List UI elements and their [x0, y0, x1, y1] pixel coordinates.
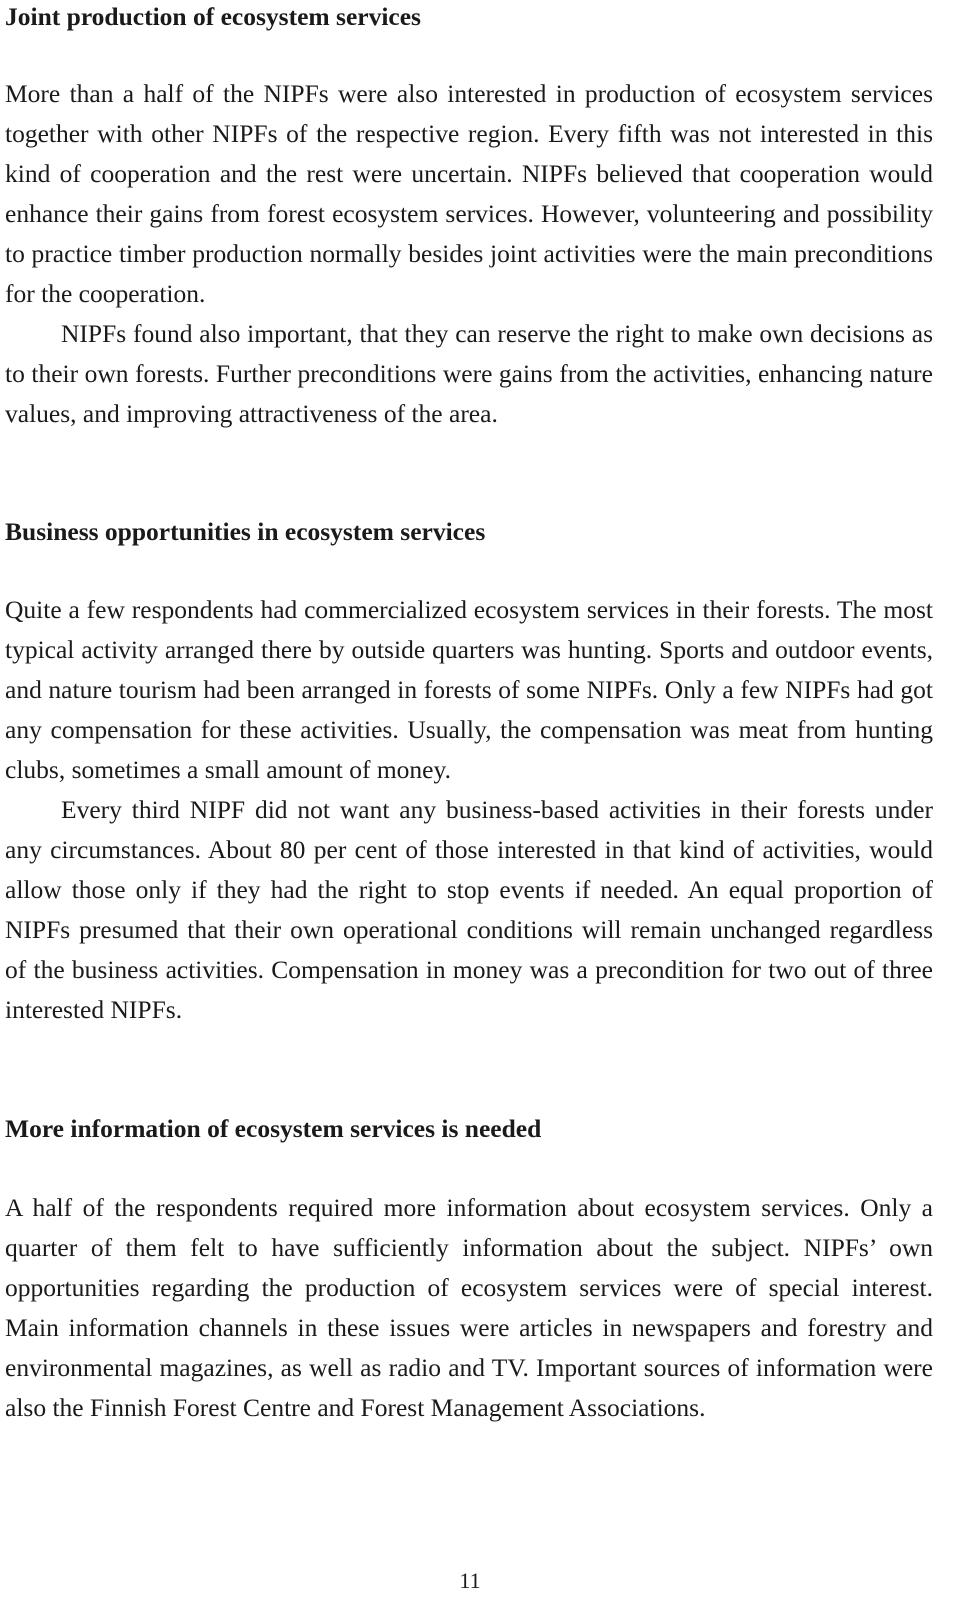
section-body-joint-production [5, 74, 933, 434]
section-heading-business-opportunities: Business opportunities in ecosystem services [5, 517, 486, 546]
section-heading-joint-production: Joint production of ecosystem services [5, 2, 421, 31]
paragraph: Quite a few respondents had commercialized ecosystem services in their forests. The most typical activity arranged there by outside quarters was hunting. Sports and outdoor events, and nature tourism had been arranged in forests of some NIPFs. Only a few NIPFs had got any compensation for these activities. Usually, the compensation was meat from hunting clubs, sometimes a small amount of money. [5, 595, 933, 784]
paragraph: More than a half of the NIPFs were also interested in production of ecosystem services together with other NIPFs of the respective region. Every fifth was not interested in this kind of cooperation and the rest were uncertain. NIPFs believed that cooperation would enhance their gains from forest ecosystem services. However, volunteering and possibility to practice timber production normally besides joint activities were the main preconditions for the cooperation. [5, 79, 933, 308]
paragraph: A half of the respondents required more information about ecosystem services. Only a quarter of them felt to have sufficiently information about the subject. NIPFs’ own opportunities regarding the production of ecosystem services were of special interest. Main information channels in these issues were articles in newspapers and forestry and environmental magazines, as well as radio and TV. Important sources of information were also the Finnish Forest Centre and Forest Management Associations. [5, 1193, 933, 1422]
section-heading-more-information: More information of ecosystem services is needed [5, 1114, 542, 1143]
paragraph: NIPFs found also important, that they can reserve the right to make own decisions as to their own forests. Further preconditions were gains from the activities, enhancing nature values, and improving attractiveness of the area. [5, 319, 933, 428]
paragraph: Every third NIPF did not want any business-based activities in their forests under any circumstances. About 80 per cent of those interested in that kind of activities, would allow those only if they had the right to stop events if needed. An equal proportion of NIPFs presumed that their own operational conditions will remain unchanged regardless of the business activities. Compensation in money was a precondition for two out of three interested NIPFs. [5, 795, 933, 1024]
page-number: 11 [459, 1568, 481, 1593]
section-body-more-information [5, 1188, 933, 1428]
section-body-business-opportunities [5, 590, 933, 1030]
